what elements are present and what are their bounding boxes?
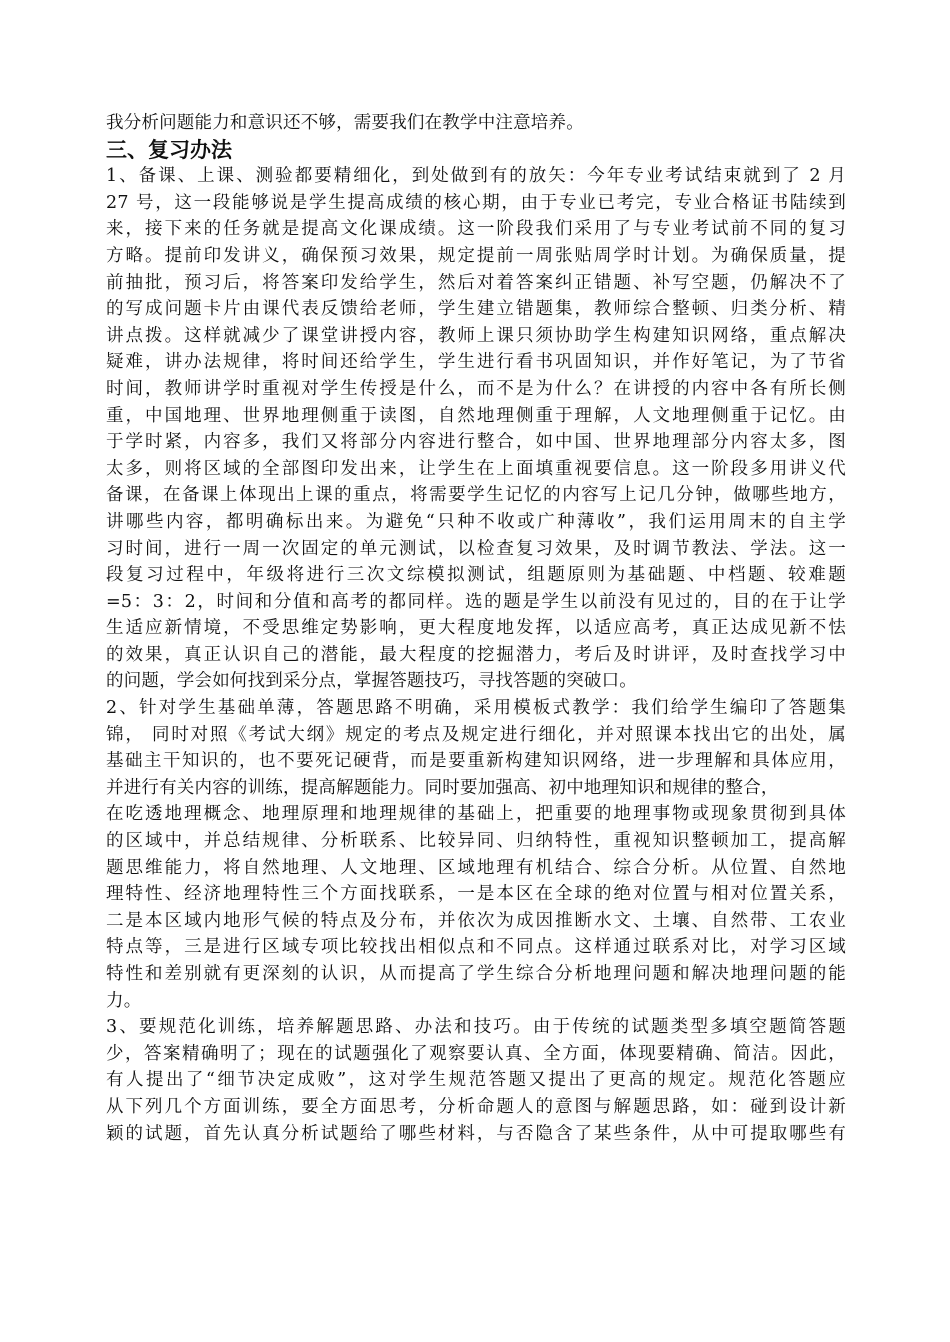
paragraph-line: 并进行有关内容的训练，提高解题能力。同时要加强高、初中地理知识和规律的整合， bbox=[106, 777, 779, 798]
paragraph-line: 1、备课、上课、测验都要精细化，到处做到有的放矢：今年专业考试结束就到了 2 月 bbox=[106, 166, 847, 187]
paragraph-line: 锦， 同时对照《考试大纲》规定的考点及规定进行细化，并对照课本找出它的出处，属 bbox=[106, 724, 846, 745]
paragraph-line: =5：3：2，时间和分值和高考的都同样。选的题是学生以前没有见过的，目的在于让学 bbox=[106, 591, 846, 612]
paragraph-line: 3、要规范化训练，培养解题思路、办法和技巧。由于传统的试题类型多填空题简答题 bbox=[106, 1017, 846, 1038]
paragraph-line: 从下列几个方面训练，要全方面思考，分析命题人的意图与解题思路，如：碰到设计新 bbox=[106, 1096, 846, 1117]
paragraph-line: 少，答案精确明了；现在的试题强化了观察要认真、全方面，体现要精确、简洁。因此， bbox=[106, 1043, 846, 1064]
paragraph-line: 二是本区域内地形气候的特点及分布，并依次为成因推断水文、土壤、自然带、工农业 bbox=[106, 910, 846, 931]
paragraph-line: 27 号，这一段能够说是学生提高成绩的核心期，由于专业已考完，专业合格证书陆续到 bbox=[106, 192, 846, 213]
paragraph-3 bbox=[106, 1014, 846, 1147]
paragraph-line: 特性和差别就有更深刻的认识，从而提高了学生综合分析地理问题和解决地理问题的能 bbox=[106, 964, 846, 984]
paragraph-line: 重，中国地理、世界地理侧重于读图，自然地理侧重于理解，人文地理侧重于记忆。由 bbox=[106, 405, 846, 426]
paragraph-line: 段复习过程中，年级将进行三次文综模拟测试，组题原则为基础题、中档题、较难题 bbox=[106, 565, 846, 586]
paragraph-line: 前抽批，预习后，将答案印发给学生，然后对着答案纠正错题、补写空题，仍解决不了 bbox=[106, 272, 846, 293]
paragraph-line: 生适应新情境，不受思维定势影响，更大程度地发挥，以适应高考，真正达成见新不怯 bbox=[106, 618, 846, 639]
paragraph-line: 备课，在备课上体现出上课的重点，将需要学生记忆的内容写上记几分钟，做哪些地方， bbox=[106, 485, 846, 506]
paragraph-line: 的效果，真正认识自己的潜能，最大程度的挖掘潜力，考后及时讲评，及时查找学习中 bbox=[106, 644, 846, 665]
paragraph-2 bbox=[106, 695, 846, 1014]
section-heading: 三、复习办法 bbox=[106, 137, 232, 162]
paragraph-1 bbox=[106, 163, 846, 695]
paragraph-line: 来，接下来的任务就是提高文化课成绩。这一阶段我们采用了与专业考试前不同的复习 bbox=[106, 219, 846, 240]
document-body bbox=[106, 110, 846, 1147]
paragraph-line: 基础主干知识的，也不要死记硬背，而是要重新构建知识网络，进一步理解和具体应用， bbox=[106, 751, 846, 772]
paragraph-line: 特点等，三是进行区域专项比较找出相似点和不同点。这样通过联系对比，对学习区域 bbox=[106, 937, 846, 958]
paragraph-line: 于学时紧，内容多，我们又将部分内容进行整合，如中国、世界地理部分内容太多，图 bbox=[106, 432, 846, 453]
intro-line: 我分析问题能力和意识还不够，需要我们在教学中注意培养。 bbox=[106, 113, 584, 133]
paragraph-line: 颖的试题，首先认真分析试题给了哪些材料，与否隐含了某些条件，从中可提取哪些有 bbox=[106, 1123, 846, 1144]
paragraph-line: 力。 bbox=[106, 990, 142, 1011]
paragraph-line: 2、针对学生基础单薄，答题思路不明确，采用模板式教学：我们给学生编印了答题集 bbox=[106, 698, 846, 719]
paragraph-line: 的问题，学会如何找到采分点，掌握答题技巧，寻找答题的突破口。 bbox=[106, 671, 637, 692]
paragraph-line: 方略。提前印发讲义，确保预习效果，规定提前一周张贴周学时计划。为确保质量，提 bbox=[106, 245, 846, 266]
paragraph-line: 讲哪些内容，都明确标出来。为避免“只种不收或广种薄收”，我们运用周末的自主学 bbox=[106, 511, 846, 532]
paragraph-line: 的区域中，并总结规律、分析联系、比较异同、归纳特性，重视知识整顿加工，提高解 bbox=[106, 831, 846, 852]
paragraph-line: 习时间，进行一周一次固定的单元测试，以检查复习效果，及时调节教法、学法。这一 bbox=[106, 538, 846, 559]
paragraph-line: 题思维能力，将自然地理、人文地理、区域地理有机结合、综合分析。从位置、自然地 bbox=[106, 857, 846, 878]
paragraph-line: 疑难，讲办法规律，将时间还给学生，学生进行看书巩固知识，并作好笔记，为了节省 bbox=[106, 352, 846, 373]
paragraph-line: 在吃透地理概念、地理原理和地理规律的基础上，把重要的地理事物或现象贯彻到具体 bbox=[106, 804, 846, 825]
paragraph-line: 太多，则将区域的全部图印发出来，让学生在上面填重视要信息。这一阶段多用讲义代 bbox=[106, 458, 846, 479]
paragraph-line: 讲点拨。这样就减少了课堂讲授内容，教师上课只须协助学生构建知识网络，重点解决 bbox=[106, 325, 846, 346]
paragraph-line: 时间，教师讲学时重视对学生传授是什么，而不是为什么？在讲授的内容中各有所长侧 bbox=[106, 378, 846, 399]
paragraph-line: 理特性、经济地理特性三个方面找联系，一是本区在全球的绝对位置与相对位置关系， bbox=[106, 884, 846, 905]
paragraph-line: 的写成问题卡片由课代表反馈给老师，学生建立错题集，教师综合整顿、归类分析、精 bbox=[106, 299, 846, 320]
paragraph-line: 有人提出了“细节决定成败”，这对学生规范答题又提出了更高的规定。规范化答题应 bbox=[106, 1070, 846, 1091]
